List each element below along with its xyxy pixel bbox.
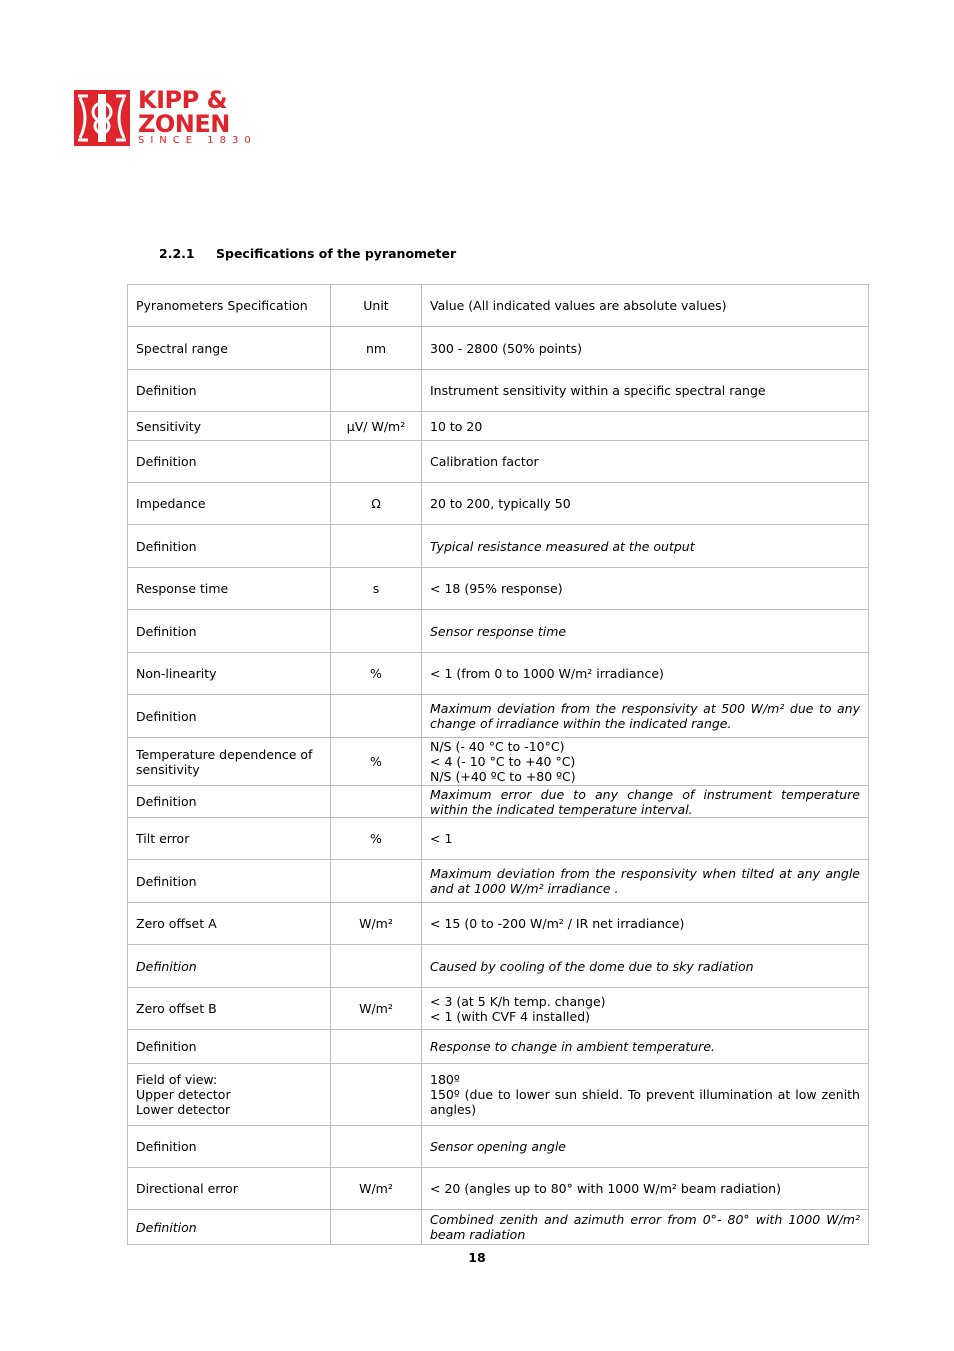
spec-unit-cell: s	[331, 568, 422, 610]
spec-value-cell: Response to change in ambient temperature.	[422, 1030, 869, 1064]
table-row	[128, 695, 869, 738]
table-row	[128, 285, 869, 327]
spec-name-cell: Definition	[128, 525, 331, 568]
spec-unit-cell	[331, 610, 422, 653]
spec-value-cell: < 18 (95% response)	[422, 568, 869, 610]
spec-unit-cell	[331, 1064, 422, 1126]
spec-name-cell: Tilt error	[128, 818, 331, 860]
table-row	[128, 568, 869, 610]
section-number: 2.2.1	[159, 246, 195, 261]
spec-value-cell: N/S (- 40 °C to -10°C) < 4 (- 10 °C to +40 °C) N/S (+40 ºC to +80 ºC)	[422, 738, 869, 786]
spec-value-cell: Maximum deviation from the responsivity when tilted at any angle and at 1000 W/m² irradiance .	[422, 860, 869, 903]
spec-value-cell: Calibration factor	[422, 441, 869, 483]
table-row	[128, 903, 869, 945]
table-row	[128, 1126, 869, 1168]
table-row	[128, 1168, 869, 1210]
section-title: Specifications of the pyranometer	[216, 246, 457, 261]
spec-unit-cell: nm	[331, 327, 422, 370]
spec-name-cell: Definition	[128, 860, 331, 903]
table-row	[128, 483, 869, 525]
spec-value-cell: 180º 150º (due to lower sun shield. To prevent illumination at low zenith angles)	[422, 1064, 869, 1126]
spec-name-cell: Definition	[128, 370, 331, 412]
spec-name-cell: Pyranometers Specification	[128, 285, 331, 327]
table-row	[128, 653, 869, 695]
kipp-zonen-emblem-icon	[74, 90, 130, 146]
table-row	[128, 610, 869, 653]
logo-since: SINCE 1830	[138, 135, 257, 146]
spec-value-cell: Typical resistance measured at the output	[422, 525, 869, 568]
spec-name-cell: Impedance	[128, 483, 331, 525]
section-heading	[159, 246, 456, 261]
table-row	[128, 1210, 869, 1245]
spec-value-cell: < 3 (at 5 K/h temp. change) < 1 (with CVF 4 installed)	[422, 988, 869, 1030]
table-row	[128, 860, 869, 903]
spec-value-cell: < 1	[422, 818, 869, 860]
spec-unit-cell	[331, 1126, 422, 1168]
table-row	[128, 786, 869, 818]
table-row	[128, 1030, 869, 1064]
spec-name-cell: Field of view: Upper detector Lower detector	[128, 1064, 331, 1126]
spec-unit-cell	[331, 860, 422, 903]
spec-value-cell: Sensor opening angle	[422, 1126, 869, 1168]
spec-unit-cell	[331, 370, 422, 412]
spec-value-cell: Maximum error due to any change of instrument temperature within the indicated temperature interval.	[422, 786, 869, 818]
pyranometer-spec-table	[127, 284, 869, 1245]
table-row	[128, 945, 869, 988]
spec-unit-cell	[331, 695, 422, 738]
spec-name-cell: Definition	[128, 610, 331, 653]
spec-value-cell: Combined zenith and azimuth error from 0°- 80° with 1000 W/m² beam radiation	[422, 1210, 869, 1245]
spec-name-cell: Definition	[128, 1126, 331, 1168]
spec-unit-cell: W/m²	[331, 1168, 422, 1210]
spec-value-cell: Maximum deviation from the responsivity at 500 W/m² due to any change of irradiance within the indicated range.	[422, 695, 869, 738]
spec-name-cell: Definition	[128, 1210, 331, 1245]
table-row	[128, 370, 869, 412]
spec-name-cell: Non-linearity	[128, 653, 331, 695]
spec-name-cell: Definition	[128, 1030, 331, 1064]
logo-line-1: KIPP &	[138, 86, 227, 114]
kipp-zonen-logo	[74, 88, 260, 148]
spec-value-cell: 300 - 2800 (50% points)	[422, 327, 869, 370]
spec-name-cell: Zero offset B	[128, 988, 331, 1030]
spec-name-cell: Zero offset A	[128, 903, 331, 945]
spec-value-cell: < 1 (from 0 to 1000 W/m² irradiance)	[422, 653, 869, 695]
spec-value-cell: 10 to 20	[422, 412, 869, 441]
spec-name-cell: Definition	[128, 786, 331, 818]
spec-name-cell: Definition	[128, 695, 331, 738]
spec-value-cell: Instrument sensitivity within a specific spectral range	[422, 370, 869, 412]
spec-name-cell: Temperature dependence of sensitivity	[128, 738, 331, 786]
spec-name-cell: Spectral range	[128, 327, 331, 370]
spec-name-cell: Response time	[128, 568, 331, 610]
spec-name-cell: Definition	[128, 945, 331, 988]
table-row	[128, 441, 869, 483]
spec-unit-cell	[331, 945, 422, 988]
page-number: 18	[468, 1250, 486, 1265]
spec-value-cell: Sensor response time	[422, 610, 869, 653]
table-row	[128, 738, 869, 786]
spec-unit-cell: µV/ W/m²	[331, 412, 422, 441]
spec-unit-cell: %	[331, 653, 422, 695]
spec-name-cell: Sensitivity	[128, 412, 331, 441]
table-row	[128, 818, 869, 860]
table-row	[128, 525, 869, 568]
spec-unit-cell: Unit	[331, 285, 422, 327]
spec-unit-cell	[331, 1030, 422, 1064]
spec-unit-cell	[331, 786, 422, 818]
spec-value-cell: Value (All indicated values are absolute values)	[422, 285, 869, 327]
spec-unit-cell	[331, 525, 422, 568]
spec-name-cell: Definition	[128, 441, 331, 483]
table-row	[128, 988, 869, 1030]
spec-unit-cell: %	[331, 818, 422, 860]
spec-unit-cell	[331, 441, 422, 483]
logo-line-2: ZONEN	[138, 110, 230, 138]
spec-unit-cell: W/m²	[331, 988, 422, 1030]
spec-value-cell: Caused by cooling of the dome due to sky radiation	[422, 945, 869, 988]
spec-unit-cell: %	[331, 738, 422, 786]
spec-name-cell: Directional error	[128, 1168, 331, 1210]
spec-value-cell: < 20 (angles up to 80° with 1000 W/m² beam radiation)	[422, 1168, 869, 1210]
table-row	[128, 412, 869, 441]
spec-unit-cell: Ω	[331, 483, 422, 525]
spec-unit-cell: W/m²	[331, 903, 422, 945]
spec-unit-cell	[331, 1210, 422, 1245]
table-row	[128, 1064, 869, 1126]
spec-value-cell: < 15 (0 to -200 W/m² / IR net irradiance)	[422, 903, 869, 945]
spec-value-cell: 20 to 200, typically 50	[422, 483, 869, 525]
logo-wordmark	[138, 88, 230, 136]
table-row	[128, 327, 869, 370]
